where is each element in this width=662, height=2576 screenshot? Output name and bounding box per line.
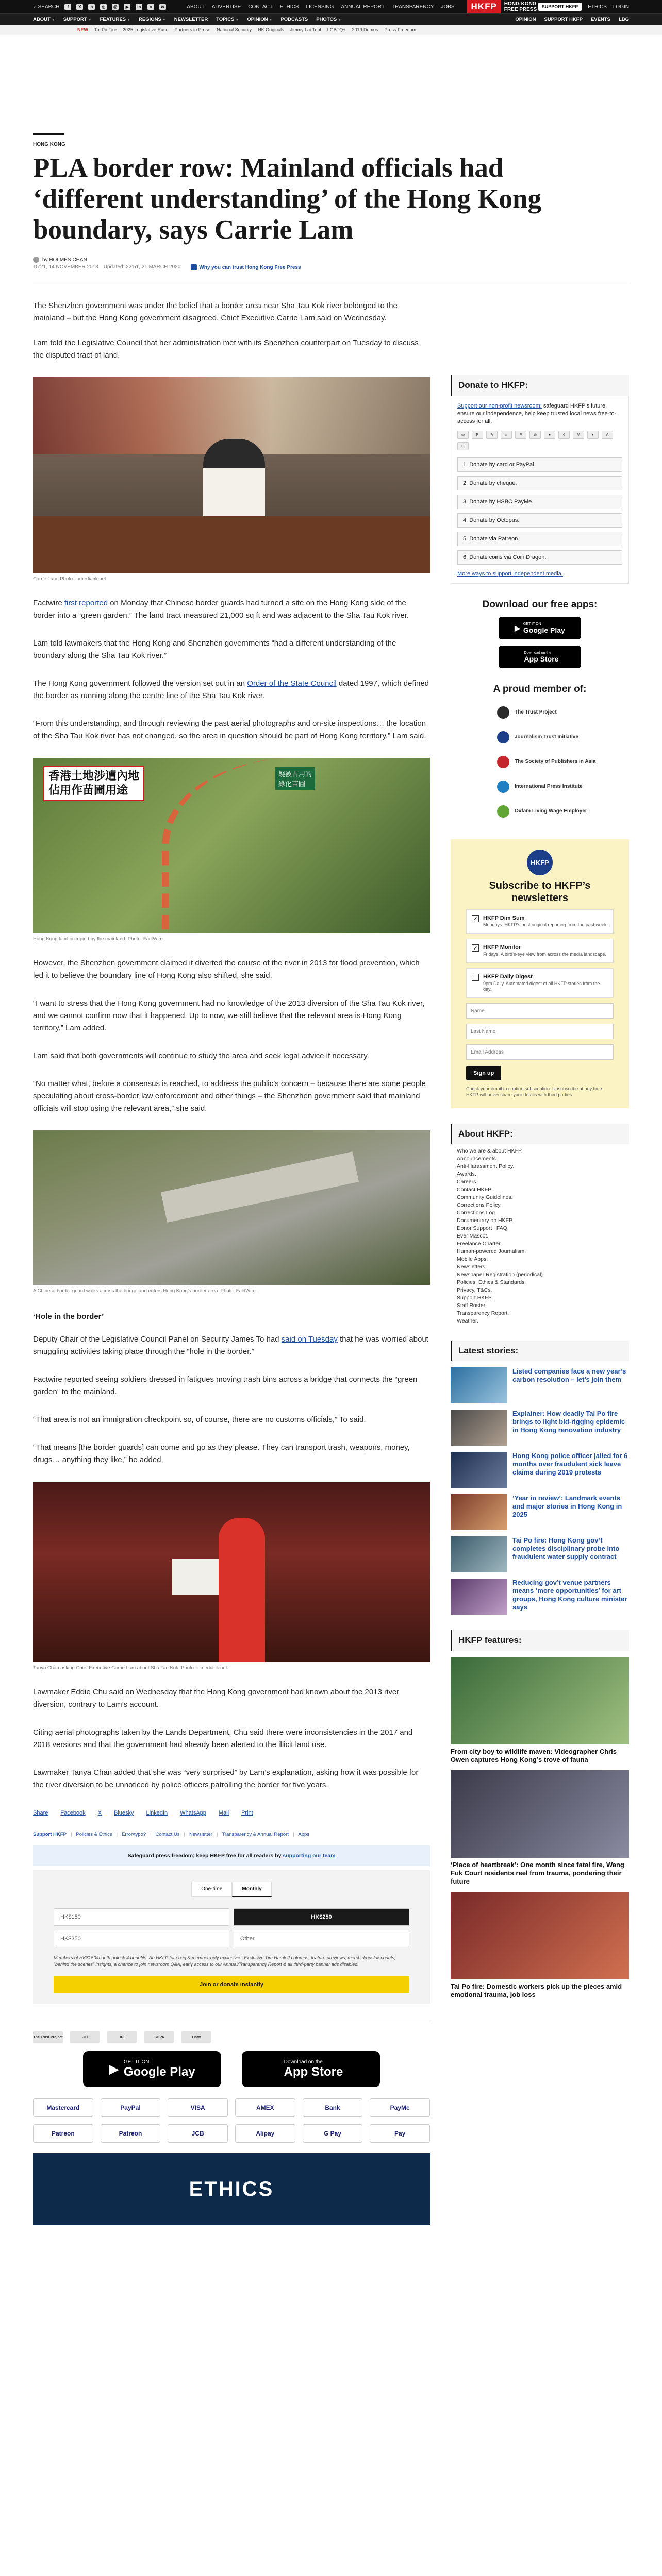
amount-options xyxy=(54,1908,409,1947)
mastercard-icon[interactable]: Mastercard xyxy=(33,2098,93,2117)
story-thumbnail xyxy=(451,1579,507,1615)
about-link[interactable]: Careers. xyxy=(457,1179,478,1185)
member-trust-project[interactable]: The Trust Project xyxy=(451,700,629,725)
app-store-button[interactable]: Download on the App Store xyxy=(242,2051,380,2087)
linkedin-icon[interactable]: in xyxy=(136,4,142,10)
paypal-icon: P xyxy=(472,431,483,439)
photo-carrie-lam[interactable] xyxy=(33,377,430,573)
threads-icon[interactable]: @ xyxy=(112,4,119,10)
octopus-icon: ◍ xyxy=(529,431,541,439)
photo-tanya-chan[interactable] xyxy=(33,1482,430,1662)
about-link[interactable]: Corrections Policy. xyxy=(457,1202,502,1208)
bluesky-icon[interactable]: b xyxy=(88,4,95,10)
trending-new-label: NEW xyxy=(77,27,88,32)
nav-item-opinion[interactable]: OPINION ▼ xyxy=(247,16,273,22)
trust-project-logo[interactable]: The Trust Project xyxy=(33,2031,63,2043)
google-play-button[interactable]: ▶ GET IT ON Google Play xyxy=(83,2051,221,2087)
map-label: 香港土地涉遭內地 佔用作苗圃用途 xyxy=(43,766,144,801)
sign-up-button[interactable]: Sign up xyxy=(466,1066,501,1080)
frequency-toggle xyxy=(54,1882,409,1897)
article-category[interactable]: HONG KONG xyxy=(33,142,65,147)
ipi-icon xyxy=(497,781,509,793)
story-thumbnail xyxy=(451,1536,507,1572)
utility-left xyxy=(33,4,166,10)
about-link[interactable]: Awards. xyxy=(457,1171,476,1177)
story-thumbnail xyxy=(451,1494,507,1530)
nonprofit-link[interactable]: Support our non-profit newsroom: xyxy=(457,403,542,409)
footer-link-newsletter[interactable]: Newsletter xyxy=(189,1832,212,1837)
about-link[interactable]: Freelance Charter. xyxy=(457,1241,502,1247)
amount-250[interactable]: HK$250 xyxy=(234,1908,409,1926)
member-jti[interactable]: Journalism Trust Initiative xyxy=(451,725,629,750)
mastercard-icon: ◐ xyxy=(587,431,599,439)
article-title: PLA border row: Mainland officials had ‘different understanding’ of the Hong Kong boundary, says Carrie Lam xyxy=(33,153,541,245)
nav-item-support-right[interactable]: SUPPORT HKFP xyxy=(544,16,583,22)
trust-project-icon xyxy=(497,706,509,719)
sidebar-google-play-button[interactable]: ▶ GET IT ON Google Play xyxy=(499,617,581,639)
about-link[interactable]: Corrections Log. xyxy=(457,1210,497,1216)
toggle-monthly[interactable]: Monthly xyxy=(232,1882,271,1897)
chevron-down-icon: ▼ xyxy=(127,18,131,22)
about-link[interactable]: Announcements. xyxy=(457,1156,498,1162)
email-field[interactable] xyxy=(466,1044,614,1060)
donate-options xyxy=(457,457,622,565)
sopa-logo[interactable]: SOPA xyxy=(144,2031,174,2043)
util-link-advertise[interactable]: ADVERTISE xyxy=(211,4,241,10)
nav-item-podcasts[interactable]: PODCASTS xyxy=(280,16,308,22)
share-x[interactable]: X xyxy=(97,1810,102,1816)
payme-icon[interactable]: PayMe xyxy=(370,2098,430,2117)
donate-icons xyxy=(457,431,622,450)
author-avatar xyxy=(33,257,39,263)
nav-item-about[interactable]: ABOUT ▼ xyxy=(33,16,55,22)
about-link[interactable]: Privacy, T&Cs. xyxy=(457,1287,492,1293)
x-icon[interactable]: X xyxy=(76,4,83,10)
photo-border-bridge[interactable] xyxy=(33,1130,430,1285)
amount-350[interactable]: HK$350 xyxy=(54,1930,229,1947)
bank-icon: ⌂ xyxy=(501,431,512,439)
nav-item-regions[interactable]: REGIONS ▼ xyxy=(139,16,166,22)
trending-item[interactable]: Jimmy Lai Trial xyxy=(290,27,321,32)
checkbox-unchecked[interactable] xyxy=(472,974,479,981)
nav-item-topics[interactable]: TOPICS ▼ xyxy=(216,16,239,22)
about-link[interactable]: Policies, Ethics & Standards. xyxy=(457,1279,526,1285)
figure-border-guard xyxy=(33,1130,430,1294)
footer-link-error[interactable]: Error/typo? xyxy=(122,1832,146,1837)
share-facebook[interactable]: Facebook xyxy=(60,1810,86,1816)
feature-image xyxy=(451,1892,629,1979)
nav-item-photos[interactable]: PHOTOS ▼ xyxy=(316,16,342,22)
nav-item-events[interactable]: EVENTS xyxy=(590,16,610,22)
paragraph: Citing aerial photographs taken by the Lands Department, Chu said there were inconsistencies in the 2017 and 2018 versions and that the government had already been alerted to the illicit land use. xyxy=(33,1728,413,1749)
chevron-down-icon: ▼ xyxy=(88,18,92,22)
patreon-wordmark-icon[interactable]: Patreon xyxy=(101,2124,161,2143)
paragraph: Factwire first reported on Monday that Chinese border guards had turned a site on the Hong Kong side of the border into a “green garden.” The land tract measured 21,000 sq ft and was adjacent to the Sha Tau Kok river. xyxy=(33,599,409,620)
paypal-icon[interactable]: PayPal xyxy=(101,2098,161,2117)
share-linkedin[interactable]: LinkedIn xyxy=(146,1810,168,1816)
about-link[interactable]: Documentary on HKFP. xyxy=(457,1217,514,1224)
about-link[interactable]: Donor Support | FAQ. xyxy=(457,1225,509,1231)
app-store-row xyxy=(33,2051,430,2087)
feature-story[interactable]: ‘Place of heartbreak’: One month since fatal fire, Wang Fuk Court residents reel from trauma, pondering their future xyxy=(451,1770,629,1886)
paragraph: Lawmaker Eddie Chu said on Wednesday that the Hong Kong government had known about the 2013 river diversion, contrary to Lam’s account. xyxy=(33,1688,400,1709)
content-columns xyxy=(33,284,629,2225)
jcb-icon[interactable]: JCB xyxy=(168,2124,228,2143)
share-print[interactable]: Print xyxy=(241,1810,253,1816)
payme-icon: P xyxy=(515,431,526,439)
trending-item[interactable]: HK Originals xyxy=(258,27,284,32)
amount-other[interactable]: Other xyxy=(234,1930,409,1947)
photo-caption: Carrie Lam. Photo: inmediahk.net. xyxy=(33,576,108,582)
util-link-licensing[interactable]: LICENSING xyxy=(306,4,334,10)
chevron-down-icon: ▼ xyxy=(235,18,239,22)
paragraph: The Shenzhen government was under the belief that a border area near Sha Tau Kok river belonged to the mainland – but the Hong Kong government disagreed, Chief Executive Carrie Lam said on Wednesday. xyxy=(33,301,398,323)
util-link-about[interactable]: ABOUT xyxy=(187,4,205,10)
chevron-down-icon: ▼ xyxy=(51,18,55,22)
toggle-one-time[interactable]: One-time xyxy=(191,1882,232,1897)
util-link-contact[interactable]: CONTACT xyxy=(248,4,273,10)
paragraph: However, the Shenzhen government claimed it diverted the course of the river in 2013 for flood prevention, which led it to believe the boundary line of Hong Kong also shifted, she said. xyxy=(33,959,420,980)
donate-option-patreon[interactable]: 5. Donate via Patreon. xyxy=(457,532,622,546)
newsletter-option-monitor[interactable]: ✓ HKFP Monitor Fridays. A bird’s-eye view from across the media landscape. xyxy=(466,939,614,963)
story-thumbnail xyxy=(451,1452,507,1488)
amount-150[interactable]: HK$150 xyxy=(54,1908,229,1926)
page-wrapper xyxy=(33,133,629,2225)
util-link-annual-report[interactable]: ANNUAL REPORT xyxy=(341,4,385,10)
paragraph: “No matter what, before a consensus is reached, to address the public’s concern – because there are some people speculating about cross-border law enforcement and other things – the Shenzhen government said that mainland officials will stop using the relevant area,” she said. xyxy=(33,1079,426,1113)
amex-icon[interactable]: AMEX xyxy=(235,2098,295,2117)
partner-logos xyxy=(33,2023,430,2043)
paragraph: “That area is not an immigration checkpoint so, of course, there are no customs officials,” To said. xyxy=(33,1415,366,1424)
shield-icon xyxy=(191,264,197,270)
about-link[interactable]: Staff Roster. xyxy=(457,1302,487,1309)
paragraph: “From this understanding, and through reviewing the past aerial photographs and on-site inspections… the location of the Sha Tau Kok river has not changed, so the area in question should be part of Hong Kong territory,” Lam said. xyxy=(33,719,426,740)
about-link[interactable]: Newsletters. xyxy=(457,1264,487,1270)
share-row xyxy=(33,1810,430,1816)
paragraph: Lam told lawmakers that the Hong Kong and Shenzhen governments “had a different understanding of the boundary along the Sha Tau Kok river.” xyxy=(33,639,396,660)
share-whatsapp[interactable]: WhatsApp xyxy=(180,1810,206,1816)
about-heading: About HKFP: xyxy=(451,1124,629,1144)
search-label: SEARCH xyxy=(38,4,60,10)
feature-image xyxy=(451,1770,629,1858)
alipay-icon[interactable]: Alipay xyxy=(235,2124,295,2143)
article-dates xyxy=(33,264,629,270)
story-thumbnail xyxy=(451,1410,507,1446)
sopa-icon xyxy=(497,756,509,768)
newsletter-box xyxy=(451,839,629,1108)
checkbox-checked[interactable]: ✓ xyxy=(472,915,479,922)
latest-story[interactable]: Tai Po fire: Hong Kong gov’t completes disciplinary probe into fraudulent water supply contract xyxy=(451,1536,629,1572)
google-play-icon: ▶ xyxy=(109,2062,119,2076)
about-link[interactable]: Ever Mascot. xyxy=(457,1233,489,1239)
paragraph: Lam told the Legislative Council that her administration met with its Shenzhen counterpart on Tuesday to discuss the disputed tract of land. xyxy=(33,338,419,360)
ipi-logo[interactable]: IPI xyxy=(107,2031,137,2043)
donation-widget xyxy=(33,1870,430,2004)
main-nav xyxy=(0,13,662,25)
photo-caption: Hong Kong land occupied by the mainland. Photo: FactWire. xyxy=(33,936,164,942)
share-mail[interactable]: Mail xyxy=(218,1810,229,1816)
trending-item[interactable]: LGBTQ+ xyxy=(327,27,346,32)
chevron-down-icon: ▼ xyxy=(338,18,342,22)
sidebar-app-store-button[interactable]: Download on the App Store xyxy=(499,646,581,668)
donate-option-card[interactable]: 1. Donate by card or PayPal. xyxy=(457,457,622,472)
utility-right xyxy=(538,3,629,11)
author-name[interactable]: by HOLMES CHAN xyxy=(42,257,87,263)
chevron-down-icon: ▼ xyxy=(162,18,166,22)
instagram-icon[interactable]: ◎ xyxy=(100,4,107,10)
search-button[interactable] xyxy=(33,4,59,10)
youtube-icon[interactable]: ▶ xyxy=(124,4,130,10)
site-logo[interactable] xyxy=(467,0,537,13)
member-benefits-note: Members of HK$150/month unlock 4 benefits: An HKFP tote bag & member-only exclusives: Exclusive Tim Hamlett columns, feature previews, merch drops/discounts, “behind the scenes” insights, a chance to join newsroom Q&A, early access to our Annual/Transparency Report & all third-party banner ads disabled. xyxy=(54,1955,396,1967)
nav-item-opinion-right[interactable]: OPINION xyxy=(515,16,536,22)
member-sopa[interactable]: The Society of Publishers in Asia xyxy=(451,750,629,774)
name-field[interactable] xyxy=(466,1003,614,1019)
latest-story[interactable]: ‘Year in review’: Landmark events and major stories in Hong Kong in 2025 xyxy=(451,1494,629,1530)
member-logos xyxy=(451,700,629,824)
share-bluesky[interactable]: Bluesky xyxy=(114,1810,134,1816)
features-heading: HKFP features: xyxy=(451,1630,629,1651)
latest-stories xyxy=(451,1367,629,1615)
donate-option-payme[interactable]: 3. Donate by HSBC PayMe. xyxy=(457,495,622,509)
footer-link-transparency[interactable]: Transparency & Annual Report xyxy=(222,1832,289,1837)
sidebar xyxy=(451,284,629,2225)
trending-item[interactable]: 2019 Demos xyxy=(352,27,378,32)
trending-item[interactable]: National Security xyxy=(217,27,252,32)
figure-tanya-chan xyxy=(33,1482,430,1671)
logo-mark: HKFP xyxy=(467,0,501,13)
nav-item-newsletter[interactable]: NEWSLETTER xyxy=(174,16,208,22)
support-banner: Safeguard press freedom; keep HKFP free for all readers by supporting our team xyxy=(33,1845,430,1866)
footer-link-policies[interactable]: Policies & Ethics xyxy=(76,1832,112,1837)
updated-date: Updated: 22:51, 21 MARCH 2020 xyxy=(103,264,181,270)
paragraph: Deputy Chair of the Legislative Council Panel on Security James To had said on Tuesday that he was worried about smuggling activities taking place through the “hole in the border.” xyxy=(33,1335,428,1356)
trust-link[interactable]: Why you can trust Hong Kong Free Press xyxy=(191,264,301,270)
utility-links xyxy=(187,4,454,10)
donate-box: Support our non-profit newsroom: safeguard HKFP’s future, ensure our independence, help keep trusted local news free-to-access for all. ▭ P ✎ ⌂ P ◍ ● ¢ V ◐ A G 1. Donate by card or PayPal. 2. Donate by cheque. 3. Donate by HSBC PayMe. 4. Donate by Octopus. 5. Donate via Patreon. 6. Donate coins via Coin Dragon. More ways to support independent media. xyxy=(451,396,629,584)
member-oxfam[interactable]: Oxfam Living Wage Employer xyxy=(451,799,629,824)
paragraph: The Hong Kong government followed the version set out in an Order of the State Council dated 1997, which defined the border as running along the centre line of the Sha Tau Kok river. xyxy=(33,679,429,700)
search-icon: ⌕ xyxy=(33,4,36,10)
photo-caption: Tanya Chan asking Chief Executive Carrie Lam about Sha Tau Kok. Photo: inmediahk.net. xyxy=(33,1665,228,1671)
latest-story[interactable]: Hong Kong police officer jailed for 6 months over fraudulent sick leave claims during 2019 protests xyxy=(451,1452,629,1488)
member-ipi[interactable]: International Press Institute xyxy=(451,774,629,799)
oxfam-icon xyxy=(497,805,509,818)
bank-icon[interactable]: Bank xyxy=(303,2098,363,2117)
headline-rule xyxy=(33,133,64,135)
ethics-link[interactable]: ETHICS xyxy=(588,4,607,10)
about-link[interactable]: Who we are & about HKFP. xyxy=(457,1148,523,1154)
about-link[interactable]: Contact HKFP. xyxy=(457,1187,492,1193)
jti-logo[interactable]: JTI xyxy=(70,2031,100,2043)
article-body xyxy=(33,284,430,2225)
footer-links: Support HKFP | Policies & Ethics | Error/typo? | Contact Us | Newsletter | Transparency & Annual Report | Apps xyxy=(33,1832,310,1837)
support-hkfp-button[interactable]: SUPPORT HKFP xyxy=(538,3,582,11)
logo-text: HONG KONG FREE PRESS xyxy=(504,1,537,12)
nav-item-support[interactable]: SUPPORT ▼ xyxy=(63,16,92,22)
trending-item[interactable]: Partners in Prose xyxy=(174,27,211,32)
photo-caption: A Chinese border guard walks across the bridge and enters Hong Kong’s border area. Photo: FactWire. xyxy=(33,1288,257,1294)
rss-icon[interactable]: ≈ xyxy=(147,4,154,10)
state-council-link[interactable]: Order of the State Council xyxy=(247,679,337,688)
util-link-transparency[interactable]: TRANSPARENCY xyxy=(391,4,434,10)
footer-link-contact[interactable]: Contact Us xyxy=(155,1832,180,1837)
feature-image xyxy=(451,1657,629,1744)
visa-icon[interactable]: VISA xyxy=(168,2098,228,2117)
trending-item[interactable]: Tai Po Fire xyxy=(94,27,117,32)
chevron-down-icon: ▼ xyxy=(269,18,273,22)
donate-option-coins[interactable]: 6. Donate coins via Coin Dragon. xyxy=(457,550,622,565)
trending-item[interactable]: Press Freedom xyxy=(384,27,417,32)
donate-option-cheque[interactable]: 2. Donate by cheque. xyxy=(457,476,622,490)
apple-pay-icon[interactable]: Pay xyxy=(370,2124,430,2143)
newsletter-option-daily-digest[interactable]: HKFP Daily Digest 9pm Daily. Automated digest of all HKFP stories from the day. xyxy=(466,968,614,998)
newsletter-note: Check your email to confirm subscription. Unsubscribe at any time. HKFP will never share your details with third parties. xyxy=(466,1086,604,1097)
payment-methods xyxy=(33,2098,430,2143)
section-heading: ‘Hole in the border’ xyxy=(33,1312,104,1321)
newsletter-heading: Subscribe to HKFP’s newsletters xyxy=(489,880,591,904)
photo-aerial-map[interactable] xyxy=(33,758,430,933)
utility-bar xyxy=(0,0,662,13)
figure-map xyxy=(33,758,430,942)
apple-pay-icon: A xyxy=(602,431,613,439)
member-heading: A proud member of: xyxy=(493,684,587,694)
jti-icon xyxy=(497,731,509,743)
latest-heading: Latest stories: xyxy=(451,1341,629,1361)
paragraph: Lam said that both governments will continue to study the area and seek legal advice if necessary. xyxy=(33,1052,369,1060)
donate-option-octopus[interactable]: 4. Donate by Octopus. xyxy=(457,513,622,528)
newsletter-option-dim-sum[interactable]: ✓ HKFP Dim Sum Mondays. HKFP’s best original reporting from the past week. xyxy=(466,909,614,934)
about-link[interactable]: Community Guidelines. xyxy=(457,1194,513,1200)
google-pay-icon[interactable]: G Pay xyxy=(303,2124,363,2143)
more-ways-link[interactable]: More ways to support independent media. xyxy=(457,571,563,577)
latest-story[interactable]: Listed companies face a new year’s carbon resolution – let’s join them xyxy=(451,1367,629,1403)
about-list xyxy=(451,1147,629,1325)
join-donate-button[interactable]: Join or donate instantly xyxy=(54,1976,409,1993)
util-link-jobs[interactable]: JOBS xyxy=(441,4,455,10)
about-link[interactable]: Mobile Apps. xyxy=(457,1256,488,1262)
login-link[interactable]: LOGIN xyxy=(613,4,629,10)
google-play-icon: ▶ xyxy=(515,623,520,632)
about-link[interactable]: Weather. xyxy=(457,1318,478,1324)
about-link[interactable]: Newspaper Registration (periodical). xyxy=(457,1272,544,1278)
paragraph: “That means [the border guards] can come and go as they please. They can transport trash, weapons, money, drugs… anything they like,” he added. xyxy=(33,1443,410,1464)
said-on-tuesday-link[interactable]: said on Tuesday xyxy=(281,1335,338,1344)
story-thumbnail xyxy=(451,1367,507,1403)
hkfp-badge: HKFP xyxy=(527,850,553,875)
paragraph: “I want to stress that the Hong Kong government had no knowledge of the 2013 diversion of the Sha Tau Kok river, and we cannot confirm now that it happened. Up to now, we still believe that the relevant area is Hong Kong territory,” Lam added. xyxy=(33,999,425,1032)
about-link[interactable]: Support HKFP. xyxy=(457,1295,493,1301)
cheque-icon: ✎ xyxy=(486,431,498,439)
ethics-banner[interactable]: ETHICS xyxy=(33,2153,430,2225)
google-pay-icon: G xyxy=(457,442,469,450)
patreon-icon: ● xyxy=(544,431,555,439)
util-link-ethics[interactable]: ETHICS xyxy=(279,4,299,10)
footer-link-apps[interactable]: Apps xyxy=(298,1832,310,1837)
first-reported-link[interactable]: first reported xyxy=(64,599,108,607)
about-link[interactable]: Transparency Report. xyxy=(457,1310,509,1316)
about-link[interactable]: Human-powered Journalism. xyxy=(457,1248,526,1255)
trending-item[interactable]: 2025 Legislative Race xyxy=(123,27,169,32)
latest-story[interactable]: Reducing gov’t venue partners means ‘more opportunities’ for art groups, Hong Kong culture minister says xyxy=(451,1579,629,1615)
paragraph: Lawmaker Tanya Chan added that she was “very surprised” by Lam’s explanation, asking how it was possible for the river diversion to be unnoticed by police officers patrolling the border for five years. xyxy=(33,1768,419,1789)
share-label[interactable]: Share xyxy=(33,1810,48,1816)
figure-carrie-lam xyxy=(33,377,430,582)
apps-heading: Download our free apps: xyxy=(482,599,598,610)
card-icon: ▭ xyxy=(457,431,469,439)
byline xyxy=(33,257,629,263)
coin-icon: ¢ xyxy=(558,431,570,439)
checkbox-checked[interactable]: ✓ xyxy=(472,944,479,952)
nav-item-lbg[interactable]: LBG xyxy=(618,16,629,22)
about-link[interactable]: Anti-Harassment Policy. xyxy=(457,1163,515,1170)
published-date: 15:21, 14 NOVEMBER 2018 xyxy=(33,264,98,270)
support-team-link[interactable]: supporting our team xyxy=(283,1853,336,1859)
latest-story[interactable]: Explainer: How deadly Tai Po fire brings to light bid-rigging epidemic in Hong Kong renovation industry xyxy=(451,1410,629,1446)
footer-link-support[interactable]: Support HKFP xyxy=(33,1832,67,1837)
feature-story[interactable]: Tai Po fire: Domestic workers pick up the pieces amid emotional trauma, job loss xyxy=(451,1892,629,1999)
osw-logo[interactable]: OSW xyxy=(181,2031,211,2043)
last-name-field[interactable] xyxy=(466,1024,614,1039)
map-label-secondary: 疑被占用的 綠化苗圃 xyxy=(275,767,315,790)
paragraph: Factwire reported seeing soldiers dressed in fatigues moving trash bins across a bridge that connects the “green garden” to the mainland. xyxy=(33,1375,418,1396)
nav-item-features[interactable]: FEATURES ▼ xyxy=(100,16,131,22)
facebook-icon[interactable]: f xyxy=(64,4,71,10)
feature-story[interactable]: From city boy to wildlife maven: Videographer Chris Owen captures Hong Kong’s trove of fauna xyxy=(451,1657,629,1764)
patreon-icon[interactable]: Patreon xyxy=(33,2124,93,2143)
trending-bar xyxy=(0,25,662,35)
email-icon[interactable]: ✉ xyxy=(159,4,166,10)
visa-icon: V xyxy=(573,431,584,439)
donate-heading: Donate to HKFP: xyxy=(451,375,629,396)
